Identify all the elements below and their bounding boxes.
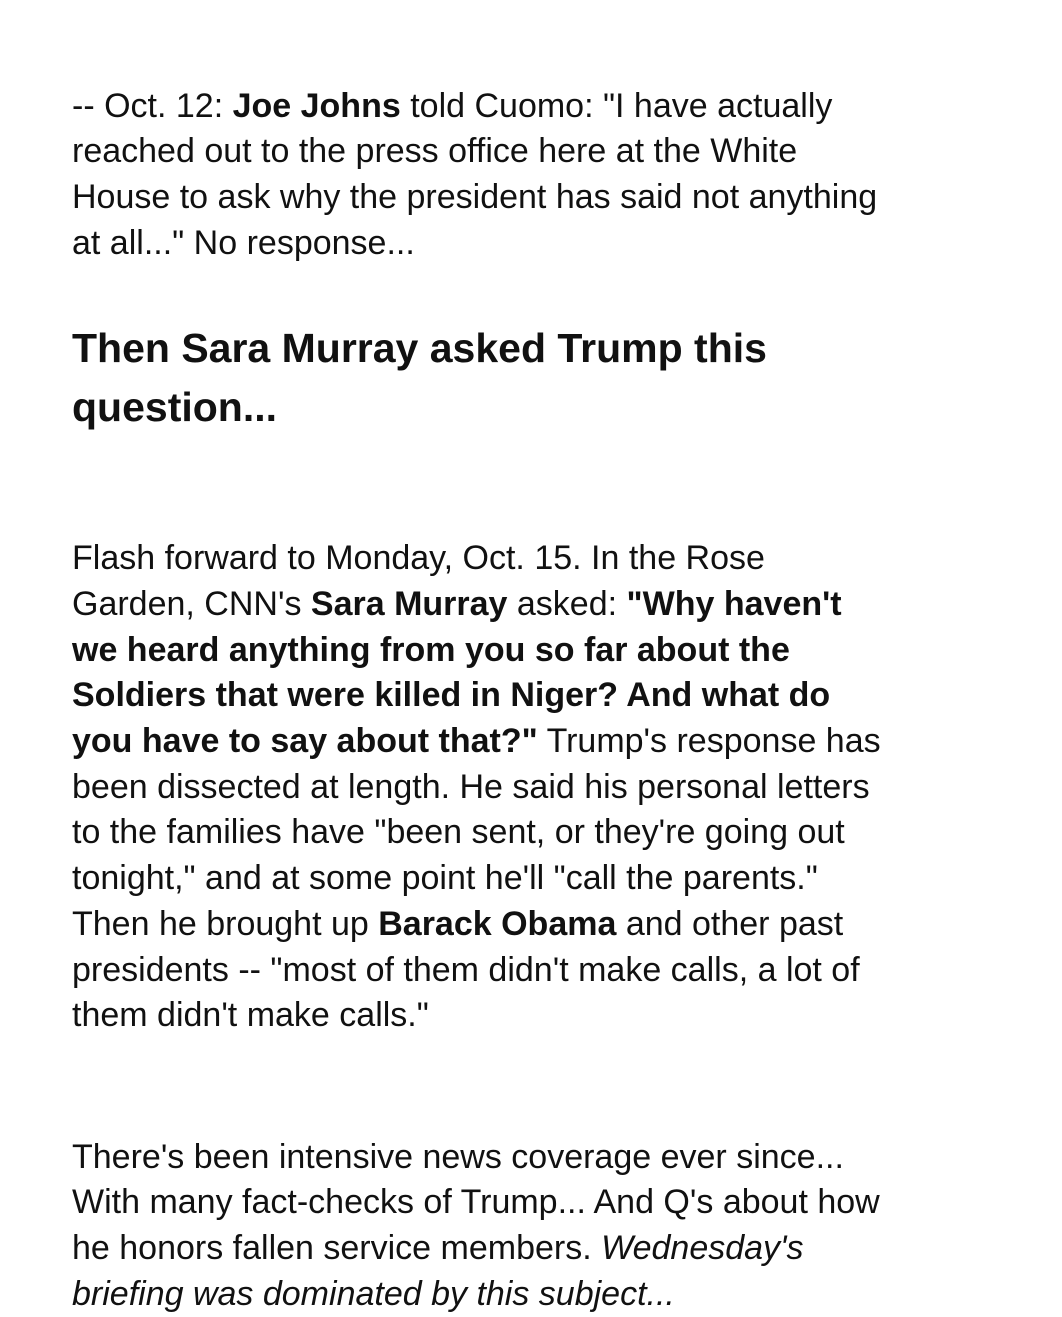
paragraph-flash-forward bbox=[72, 491, 1032, 1039]
section-heading: Then Sara Murray asked Trump this question... bbox=[72, 324, 767, 430]
italic-briefing: Wednesday's briefing was dominated by this subject... bbox=[72, 1229, 804, 1313]
paragraph-oct-12 bbox=[72, 38, 1032, 267]
run-text: told Cuomo: "I have actually reached out to the press office here at the White House to ask why the president has said not anything at all..." No response... bbox=[72, 86, 878, 262]
run-text: -- Oct. 12: bbox=[72, 86, 233, 125]
run-text: Flash forward to Monday, Oct. 15. In the Rose Garden, CNN's bbox=[72, 539, 765, 623]
name-sara-murray: Sara Murray bbox=[310, 584, 508, 623]
quoted-question: "Why haven't we heard anything from you so far about the Soldiers that were killed in Niger? And what do you have to say about that?" bbox=[72, 584, 842, 761]
paragraph-coverage bbox=[72, 1089, 1032, 1317]
run-text: asked: bbox=[507, 584, 627, 623]
article-body bbox=[72, 38, 1032, 1317]
run-text: There's been intensive news coverage ever since... With many fact-checks of Trump... And Q's about how he honors fallen service members. bbox=[72, 1137, 880, 1268]
name-joe-johns: Joe Johns bbox=[232, 86, 401, 125]
run-text: and other past presidents -- "most of them didn't make calls, a lot of them didn't make calls." bbox=[72, 904, 860, 1035]
run-text: Trump's response has been dissected at length. He said his personal letters to the families have "been sent, or they're going out tonight," and at some point he'll "call the parents." Then he brought up bbox=[72, 722, 881, 943]
name-barack-obama: Barack Obama bbox=[378, 904, 617, 943]
